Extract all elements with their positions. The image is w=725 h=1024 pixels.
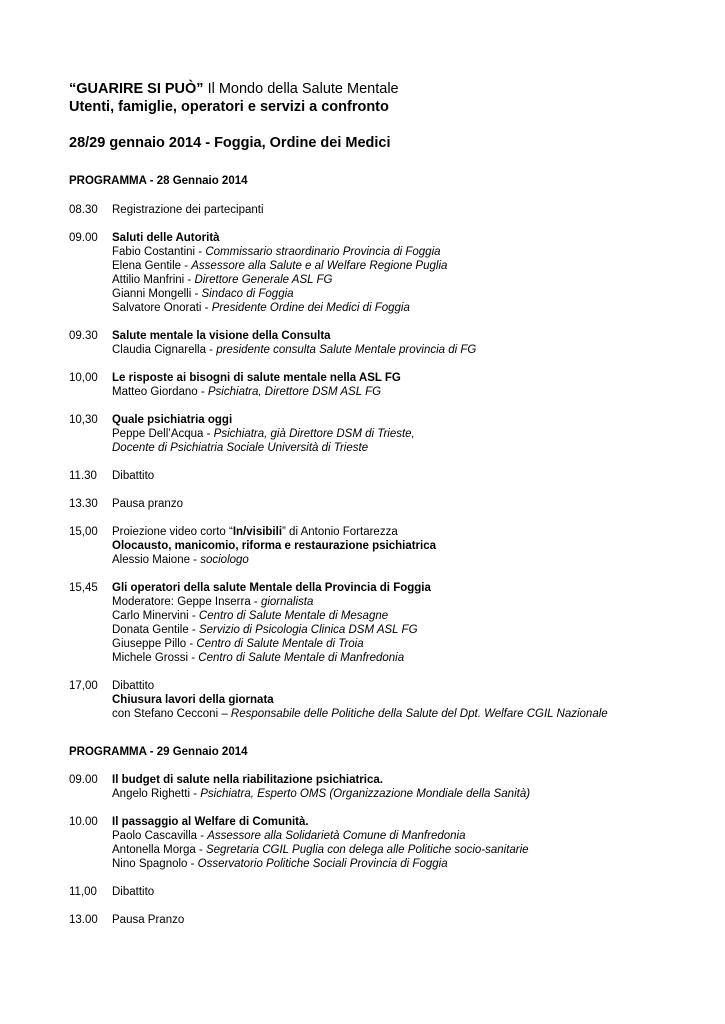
text-segment: Paolo Cascavilla -: [112, 830, 208, 842]
text-segment: Giuseppe Pillo -: [112, 638, 197, 650]
title-bold: “GUARIRE SI PUÒ”: [69, 81, 204, 97]
speaker-role: Psichiatra, Esperto OMS (Organizzazione Mondiale della Sanità): [200, 788, 531, 800]
schedule-line: [112, 595, 709, 609]
text-segment: Nino Spagnolo -: [112, 858, 198, 870]
schedule-details: [112, 885, 709, 899]
schedule-line: [112, 441, 709, 455]
schedule-line: [112, 815, 709, 829]
schedule-line: [112, 427, 709, 441]
speaker-role: Segretaria CGIL Puglia con delega alle Politiche socio-sanitarie: [205, 844, 529, 856]
schedule-time: 15,00: [69, 526, 98, 538]
schedule-line: [112, 787, 709, 801]
text-segment: Angelo Righetti -: [112, 788, 201, 800]
schedule-line: [112, 651, 709, 665]
text-segment: Gianni Mongelli -: [112, 288, 202, 300]
text-segment: Salvatore Onorati -: [112, 302, 212, 314]
schedule-line: [112, 773, 709, 787]
schedule-line: [112, 273, 709, 287]
speaker-role: Presidente Ordine dei Medici di Foggia: [211, 302, 410, 314]
event-date-location: 28/29 gennaio 2014 - Foggia, Ordine dei Medici: [69, 135, 391, 151]
speaker-role: Centro di Salute Mentale di Troia: [196, 638, 364, 650]
text-segment: Dibattito: [112, 886, 155, 898]
text-segment: Michele Grossi -: [112, 652, 199, 664]
schedule-time: 11.30: [69, 470, 97, 482]
schedule-line: [112, 829, 709, 843]
session-title: Gli operatori della salute Mentale della Provincia di Foggia: [112, 582, 431, 594]
schedule-line: [112, 301, 709, 315]
schedule-line: [112, 259, 709, 273]
schedule-details: [112, 773, 709, 801]
schedule-line: [112, 623, 709, 637]
document-subtitle: Utenti, famiglie, operatori e servizi a confronto: [69, 99, 389, 115]
text-segment: Fabio Costantini -: [112, 246, 206, 258]
program-day1: [69, 203, 709, 721]
schedule-line: [112, 525, 709, 539]
session-title: Il passaggio al Welfare di Comunità.: [112, 816, 309, 828]
session-title: Quale psichiatria oggi: [112, 414, 233, 426]
schedule-line: [112, 913, 709, 927]
schedule-time: 13.30: [69, 498, 98, 510]
text-segment: Registrazione dei partecipanti: [112, 204, 264, 216]
speaker-role: Centro di Salute Mentale di Mesagne: [198, 610, 389, 622]
text-segment: Attilio Manfrini -: [112, 274, 195, 286]
speaker-role: Assessore alla Solidarietà Comune di Manfredonia: [207, 830, 466, 842]
session-title: Salute mentale la visione della Consulta: [112, 330, 331, 342]
text-segment: Donata Gentile -: [112, 624, 199, 636]
text-segment: Alessio Maione -: [112, 554, 201, 566]
text-segment: Peppe Dell’Acqua -: [112, 428, 214, 440]
session-title: In/visibili: [232, 526, 283, 538]
schedule-line: [112, 245, 709, 259]
speaker-role: Assessore alla Salute e al Welfare Regione Puglia: [191, 260, 448, 272]
schedule-line: [112, 385, 709, 399]
text-segment: Dibattito: [112, 680, 155, 692]
session-title: Chiusura lavori della giornata: [112, 694, 274, 706]
schedule-line: [112, 885, 709, 899]
program-day1-heading: PROGRAMMA - 28 Gennaio 2014: [69, 175, 248, 187]
text-segment: Proiezione video corto “: [112, 526, 233, 538]
schedule-line: [112, 693, 709, 707]
schedule-item: [69, 413, 709, 455]
schedule-line: [112, 469, 709, 483]
schedule-details: [112, 469, 709, 483]
schedule-item: [69, 469, 709, 483]
schedule-line: [112, 371, 709, 385]
schedule-time: 13.00: [69, 914, 98, 926]
session-title: Le risposte ai bisogni di salute mentale nella ASL FG: [112, 372, 401, 384]
speaker-role: Psichiatra, Direttore DSM ASL FG: [207, 386, 382, 398]
speaker-role: Sindaco di Foggia: [201, 288, 294, 300]
schedule-item: [69, 581, 709, 665]
schedule-line: [112, 637, 709, 651]
schedule-time: 10.00: [69, 816, 98, 828]
schedule-item: [69, 773, 709, 801]
schedule-time: 10,00: [69, 372, 98, 384]
text-segment: con Stefano Cecconi –: [112, 708, 231, 720]
schedule-line: [112, 497, 709, 511]
schedule-item: [69, 885, 709, 899]
text-segment: Matteo Giordano -: [112, 386, 208, 398]
schedule-details: [112, 815, 709, 871]
session-title: Saluti delle Autorità: [112, 232, 220, 244]
schedule-time: 09.30: [69, 330, 98, 342]
speaker-role: Psichiatra, già Direttore DSM di Trieste,: [213, 428, 415, 440]
schedule-time: 09.00: [69, 774, 98, 786]
schedule-item: [69, 525, 709, 567]
session-title: Il budget di salute nella riabilitazione psichiatrica.: [112, 774, 383, 786]
text-segment: ” di Antonio Fortarezza: [282, 526, 398, 538]
schedule-item: [69, 815, 709, 871]
speaker-role: Responsabile delle Politiche della Salute del Dpt. Welfare CGIL Nazionale: [230, 708, 608, 720]
schedule-time: 11,00: [69, 886, 97, 898]
text-segment: Carlo Minervini -: [112, 610, 199, 622]
schedule-details: [112, 371, 709, 399]
text-segment: Elena Gentile -: [112, 260, 192, 272]
schedule-line: [112, 343, 709, 357]
schedule-details: [112, 679, 709, 721]
schedule-line: [112, 413, 709, 427]
program-day2: [69, 773, 709, 927]
schedule-time: 09.00: [69, 232, 98, 244]
schedule-line: [112, 857, 709, 871]
schedule-item: [69, 329, 709, 357]
text-segment: Moderatore: Geppe Inserra -: [112, 596, 261, 608]
speaker-role: Direttore Generale ASL FG: [194, 274, 333, 286]
program-day2-heading: PROGRAMMA - 29 Gennaio 2014: [69, 746, 248, 758]
speaker-role: sociologo: [200, 554, 249, 566]
schedule-time: 10,30: [69, 414, 98, 426]
session-title: Olocausto, manicomio, riforma e restaurazione psichiatrica: [112, 540, 437, 552]
schedule-line: [112, 707, 709, 721]
schedule-line: [112, 553, 709, 567]
schedule-details: [112, 413, 709, 455]
text-segment: Claudia Cignarella -: [112, 344, 217, 356]
text-segment: Pausa Pranzo: [112, 914, 185, 926]
schedule-line: [112, 581, 709, 595]
speaker-role: Centro di Salute Mentale di Manfredonia: [198, 652, 405, 664]
schedule-details: [112, 203, 709, 217]
schedule-details: [112, 581, 709, 665]
speaker-role: Servizio di Psicologia Clinica DSM ASL FG: [198, 624, 418, 636]
schedule-line: [112, 203, 709, 217]
document-title: [69, 80, 709, 98]
schedule-item: [69, 203, 709, 217]
schedule-line: [112, 539, 709, 553]
schedule-item: [69, 497, 709, 511]
text-segment: Antonella Morga -: [112, 844, 206, 856]
schedule-line: [112, 329, 709, 343]
text-segment: Dibattito: [112, 470, 155, 482]
document-page: [69, 80, 709, 927]
schedule-item: [69, 371, 709, 399]
schedule-line: [112, 231, 709, 245]
schedule-details: [112, 497, 709, 511]
title-rest: Il Mondo della Salute Mentale: [203, 81, 399, 97]
schedule-details: [112, 329, 709, 357]
schedule-details: [112, 231, 709, 315]
text-segment: Pausa pranzo: [112, 498, 183, 510]
speaker-role: Commissario straordinario Provincia di Foggia: [205, 246, 441, 258]
speaker-role: Docente di Psichiatria Sociale Università di Trieste: [112, 442, 369, 454]
schedule-time: 08.30: [69, 204, 98, 216]
speaker-role: Osservatorio Politiche Sociali Provincia di Foggia: [197, 858, 448, 870]
schedule-item: [69, 679, 709, 721]
schedule-item: [69, 913, 709, 927]
schedule-details: [112, 913, 709, 927]
speaker-role: presidente consulta Salute Mentale provincia di FG: [216, 344, 477, 356]
schedule-time: 17,00: [69, 680, 98, 692]
schedule-line: [112, 843, 709, 857]
schedule-details: [112, 525, 709, 567]
schedule-line: [112, 609, 709, 623]
schedule-time: 15,45: [69, 582, 98, 594]
schedule-line: [112, 287, 709, 301]
speaker-role: giornalista: [260, 596, 314, 608]
schedule-item: [69, 231, 709, 315]
schedule-line: [112, 679, 709, 693]
